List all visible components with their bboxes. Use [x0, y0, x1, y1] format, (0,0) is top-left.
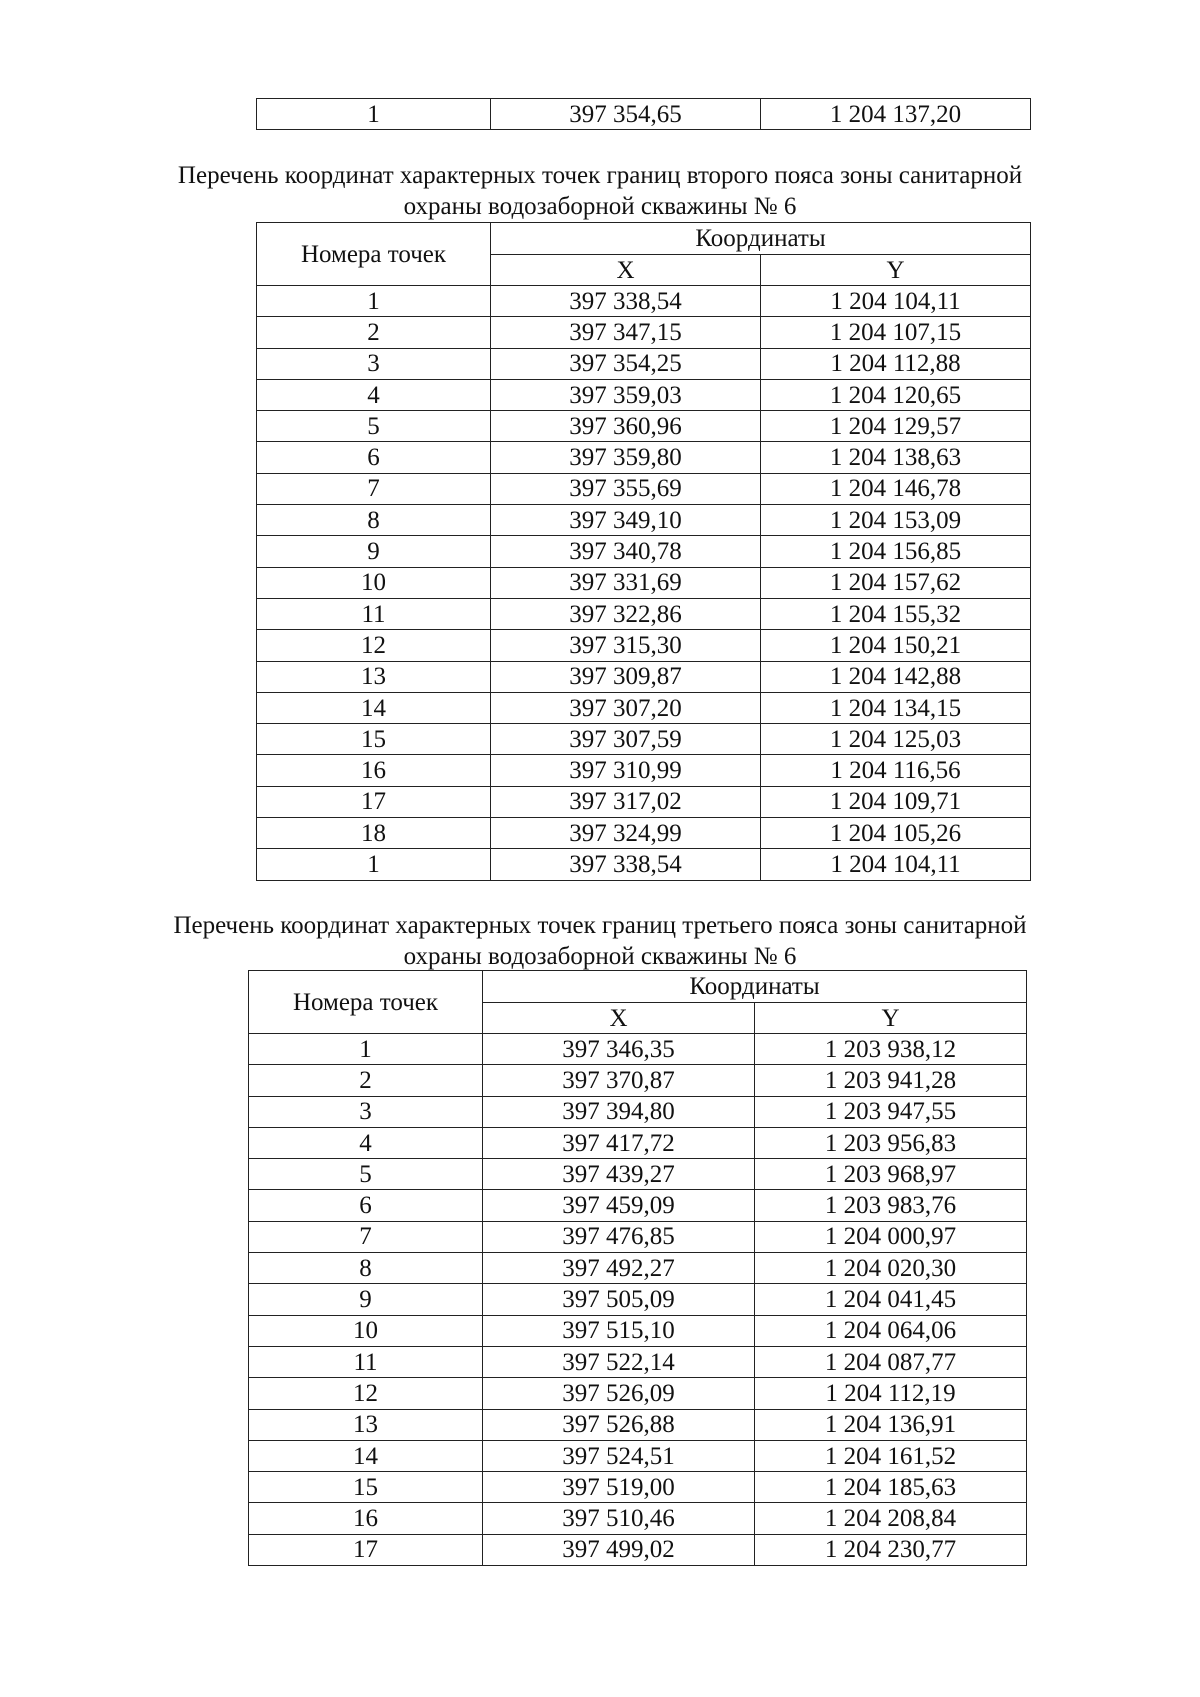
y-coordinate-cell: 1 204 150,21 — [761, 630, 1031, 661]
x-coordinate-cell: 397 317,02 — [491, 786, 761, 817]
x-coordinate-cell: 397 309,87 — [491, 661, 761, 692]
table-row — [257, 348, 1031, 379]
x-coordinate-cell: 397 307,59 — [491, 724, 761, 755]
point-number-cell: 11 — [249, 1346, 483, 1377]
section3-header-points: Номера точек — [249, 971, 483, 1034]
x-coordinate-cell: 397 338,54 — [491, 286, 761, 317]
y-coordinate-cell: 1 204 161,52 — [755, 1440, 1027, 1471]
y-coordinate-cell: 1 204 020,30 — [755, 1253, 1027, 1284]
y-coordinate-cell: 1 204 137,20 — [761, 99, 1031, 130]
point-number-cell: 4 — [249, 1127, 483, 1158]
y-coordinate-cell: 1 204 185,63 — [755, 1472, 1027, 1503]
y-coordinate-cell: 1 204 155,32 — [761, 598, 1031, 629]
table-row — [249, 1127, 1027, 1158]
y-coordinate-cell: 1 204 125,03 — [761, 724, 1031, 755]
point-number-cell: 13 — [249, 1409, 483, 1440]
x-coordinate-cell: 397 439,27 — [483, 1159, 755, 1190]
x-coordinate-cell: 397 354,65 — [491, 99, 761, 130]
section3-caption — [0, 910, 1200, 972]
point-number-cell: 9 — [249, 1284, 483, 1315]
y-coordinate-cell: 1 204 146,78 — [761, 473, 1031, 504]
table-row — [249, 1472, 1027, 1503]
point-number-cell: 2 — [249, 1065, 483, 1096]
x-coordinate-cell: 397 324,99 — [491, 818, 761, 849]
section3-table-body — [249, 1034, 1027, 1566]
table-row — [249, 1440, 1027, 1471]
table-row — [257, 598, 1031, 629]
section3-table-wrap — [248, 970, 1027, 1566]
point-number-cell: 10 — [249, 1315, 483, 1346]
table-row — [257, 818, 1031, 849]
point-number-cell: 12 — [249, 1378, 483, 1409]
y-coordinate-cell: 1 204 208,84 — [755, 1503, 1027, 1534]
table-row — [249, 1346, 1027, 1377]
section2-caption-line2: охраны водозаборной скважины № 6 — [403, 193, 797, 220]
point-number-cell: 3 — [257, 348, 491, 379]
table-row — [257, 379, 1031, 410]
point-number-cell: 9 — [257, 536, 491, 567]
y-coordinate-cell: 1 204 138,63 — [761, 442, 1031, 473]
y-coordinate-cell: 1 204 142,88 — [761, 661, 1031, 692]
point-number-cell: 7 — [257, 473, 491, 504]
x-coordinate-cell: 397 510,46 — [483, 1503, 755, 1534]
y-coordinate-cell: 1 203 938,12 — [755, 1034, 1027, 1065]
section3-caption-line2: охраны водозаборной скважины № 6 — [403, 943, 797, 970]
y-coordinate-cell: 1 203 947,55 — [755, 1096, 1027, 1127]
section2-caption-line1: Перечень координат характерных точек границ второго пояса зоны санитарной — [177, 162, 1023, 189]
point-number-cell: 8 — [257, 505, 491, 536]
x-coordinate-cell: 397 340,78 — [491, 536, 761, 567]
point-number-cell: 14 — [257, 692, 491, 723]
point-number-cell: 11 — [257, 598, 491, 629]
x-coordinate-cell: 397 346,35 — [483, 1034, 755, 1065]
section2-header-y: Y — [761, 255, 1031, 286]
point-number-cell: 8 — [249, 1253, 483, 1284]
point-number-cell: 16 — [249, 1503, 483, 1534]
section3-table-header — [249, 971, 1027, 1034]
x-coordinate-cell: 397 331,69 — [491, 567, 761, 598]
section2-caption — [0, 160, 1200, 222]
point-number-cell: 16 — [257, 755, 491, 786]
table-row — [257, 536, 1031, 567]
table-row — [257, 692, 1031, 723]
table-row — [249, 1315, 1027, 1346]
y-coordinate-cell: 1 204 156,85 — [761, 536, 1031, 567]
table-row — [257, 473, 1031, 504]
top-table-wrap — [256, 98, 1031, 130]
y-coordinate-cell: 1 203 956,83 — [755, 1127, 1027, 1158]
y-coordinate-cell: 1 204 087,77 — [755, 1346, 1027, 1377]
section2-header-x: X — [491, 255, 761, 286]
x-coordinate-cell: 397 394,80 — [483, 1096, 755, 1127]
x-coordinate-cell: 397 349,10 — [491, 505, 761, 536]
point-number-cell: 6 — [257, 442, 491, 473]
section3-header-x: X — [483, 1003, 755, 1034]
x-coordinate-cell: 397 310,99 — [491, 755, 761, 786]
y-coordinate-cell: 1 204 112,19 — [755, 1378, 1027, 1409]
point-number-cell: 1 — [257, 99, 491, 130]
y-coordinate-cell: 1 204 000,97 — [755, 1221, 1027, 1252]
x-coordinate-cell: 397 370,87 — [483, 1065, 755, 1096]
x-coordinate-cell: 397 307,20 — [491, 692, 761, 723]
y-coordinate-cell: 1 203 983,76 — [755, 1190, 1027, 1221]
section2-header-coords: Координаты — [491, 223, 1031, 255]
table-row — [257, 411, 1031, 442]
y-coordinate-cell: 1 204 120,65 — [761, 379, 1031, 410]
table-row — [257, 99, 1031, 130]
x-coordinate-cell: 397 492,27 — [483, 1253, 755, 1284]
x-coordinate-cell: 397 499,02 — [483, 1534, 755, 1565]
x-coordinate-cell: 397 355,69 — [491, 473, 761, 504]
top-coordinates-table — [256, 98, 1031, 130]
x-coordinate-cell: 397 347,15 — [491, 317, 761, 348]
table-row — [257, 755, 1031, 786]
y-coordinate-cell: 1 204 104,11 — [761, 286, 1031, 317]
section2-table-body — [257, 286, 1031, 881]
x-coordinate-cell: 397 526,88 — [483, 1409, 755, 1440]
top-table-body — [257, 99, 1031, 130]
section3-header-coords: Координаты — [483, 971, 1027, 1003]
x-coordinate-cell: 397 505,09 — [483, 1284, 755, 1315]
point-number-cell: 15 — [257, 724, 491, 755]
point-number-cell: 12 — [257, 630, 491, 661]
point-number-cell: 4 — [257, 379, 491, 410]
section3-caption-line1: Перечень координат характерных точек границ третьего пояса зоны санитарной — [173, 912, 1027, 939]
table-row — [257, 286, 1031, 317]
point-number-cell: 1 — [249, 1034, 483, 1065]
y-coordinate-cell: 1 204 064,06 — [755, 1315, 1027, 1346]
table-row — [257, 317, 1031, 348]
section3-header-y: Y — [755, 1003, 1027, 1034]
y-coordinate-cell: 1 204 230,77 — [755, 1534, 1027, 1565]
table-row — [257, 567, 1031, 598]
x-coordinate-cell: 397 476,85 — [483, 1221, 755, 1252]
y-coordinate-cell: 1 204 134,15 — [761, 692, 1031, 723]
y-coordinate-cell: 1 204 107,15 — [761, 317, 1031, 348]
section2-coordinates-table — [256, 222, 1031, 881]
table-row — [249, 1221, 1027, 1252]
table-row — [249, 1503, 1027, 1534]
y-coordinate-cell: 1 204 105,26 — [761, 818, 1031, 849]
table-row — [249, 1065, 1027, 1096]
section2-table-wrap — [256, 222, 1031, 881]
x-coordinate-cell: 397 359,80 — [491, 442, 761, 473]
table-row — [257, 442, 1031, 473]
y-coordinate-cell: 1 203 941,28 — [755, 1065, 1027, 1096]
x-coordinate-cell: 397 417,72 — [483, 1127, 755, 1158]
point-number-cell: 10 — [257, 567, 491, 598]
x-coordinate-cell: 397 359,03 — [491, 379, 761, 410]
x-coordinate-cell: 397 519,00 — [483, 1472, 755, 1503]
y-coordinate-cell: 1 204 116,56 — [761, 755, 1031, 786]
section2-header-points: Номера точек — [257, 223, 491, 286]
y-coordinate-cell: 1 204 109,71 — [761, 786, 1031, 817]
point-number-cell: 13 — [257, 661, 491, 692]
table-row — [257, 849, 1031, 880]
point-number-cell: 2 — [257, 317, 491, 348]
table-row — [257, 786, 1031, 817]
x-coordinate-cell: 397 515,10 — [483, 1315, 755, 1346]
y-coordinate-cell: 1 204 157,62 — [761, 567, 1031, 598]
table-row — [257, 661, 1031, 692]
y-coordinate-cell: 1 203 968,97 — [755, 1159, 1027, 1190]
table-row — [249, 1034, 1027, 1065]
table-row — [249, 1190, 1027, 1221]
section3-coordinates-table — [248, 970, 1027, 1566]
point-number-cell: 14 — [249, 1440, 483, 1471]
y-coordinate-cell: 1 204 104,11 — [761, 849, 1031, 880]
table-row — [257, 505, 1031, 536]
table-row — [249, 1284, 1027, 1315]
point-number-cell: 1 — [257, 849, 491, 880]
point-number-cell: 18 — [257, 818, 491, 849]
table-row — [249, 1409, 1027, 1440]
table-row — [249, 1096, 1027, 1127]
y-coordinate-cell: 1 204 129,57 — [761, 411, 1031, 442]
point-number-cell: 6 — [249, 1190, 483, 1221]
point-number-cell: 15 — [249, 1472, 483, 1503]
table-row — [257, 630, 1031, 661]
y-coordinate-cell: 1 204 136,91 — [755, 1409, 1027, 1440]
x-coordinate-cell: 397 338,54 — [491, 849, 761, 880]
point-number-cell: 3 — [249, 1096, 483, 1127]
x-coordinate-cell: 397 459,09 — [483, 1190, 755, 1221]
x-coordinate-cell: 397 526,09 — [483, 1378, 755, 1409]
x-coordinate-cell: 397 524,51 — [483, 1440, 755, 1471]
point-number-cell: 5 — [257, 411, 491, 442]
table-row — [257, 724, 1031, 755]
point-number-cell: 17 — [249, 1534, 483, 1565]
point-number-cell: 5 — [249, 1159, 483, 1190]
table-row — [249, 1159, 1027, 1190]
x-coordinate-cell: 397 522,14 — [483, 1346, 755, 1377]
section2-table-header — [257, 223, 1031, 286]
y-coordinate-cell: 1 204 041,45 — [755, 1284, 1027, 1315]
x-coordinate-cell: 397 315,30 — [491, 630, 761, 661]
y-coordinate-cell: 1 204 112,88 — [761, 348, 1031, 379]
table-row — [249, 1253, 1027, 1284]
point-number-cell: 7 — [249, 1221, 483, 1252]
table-row — [249, 1378, 1027, 1409]
x-coordinate-cell: 397 360,96 — [491, 411, 761, 442]
x-coordinate-cell: 397 354,25 — [491, 348, 761, 379]
point-number-cell: 17 — [257, 786, 491, 817]
y-coordinate-cell: 1 204 153,09 — [761, 505, 1031, 536]
x-coordinate-cell: 397 322,86 — [491, 598, 761, 629]
point-number-cell: 1 — [257, 286, 491, 317]
table-row — [249, 1534, 1027, 1565]
